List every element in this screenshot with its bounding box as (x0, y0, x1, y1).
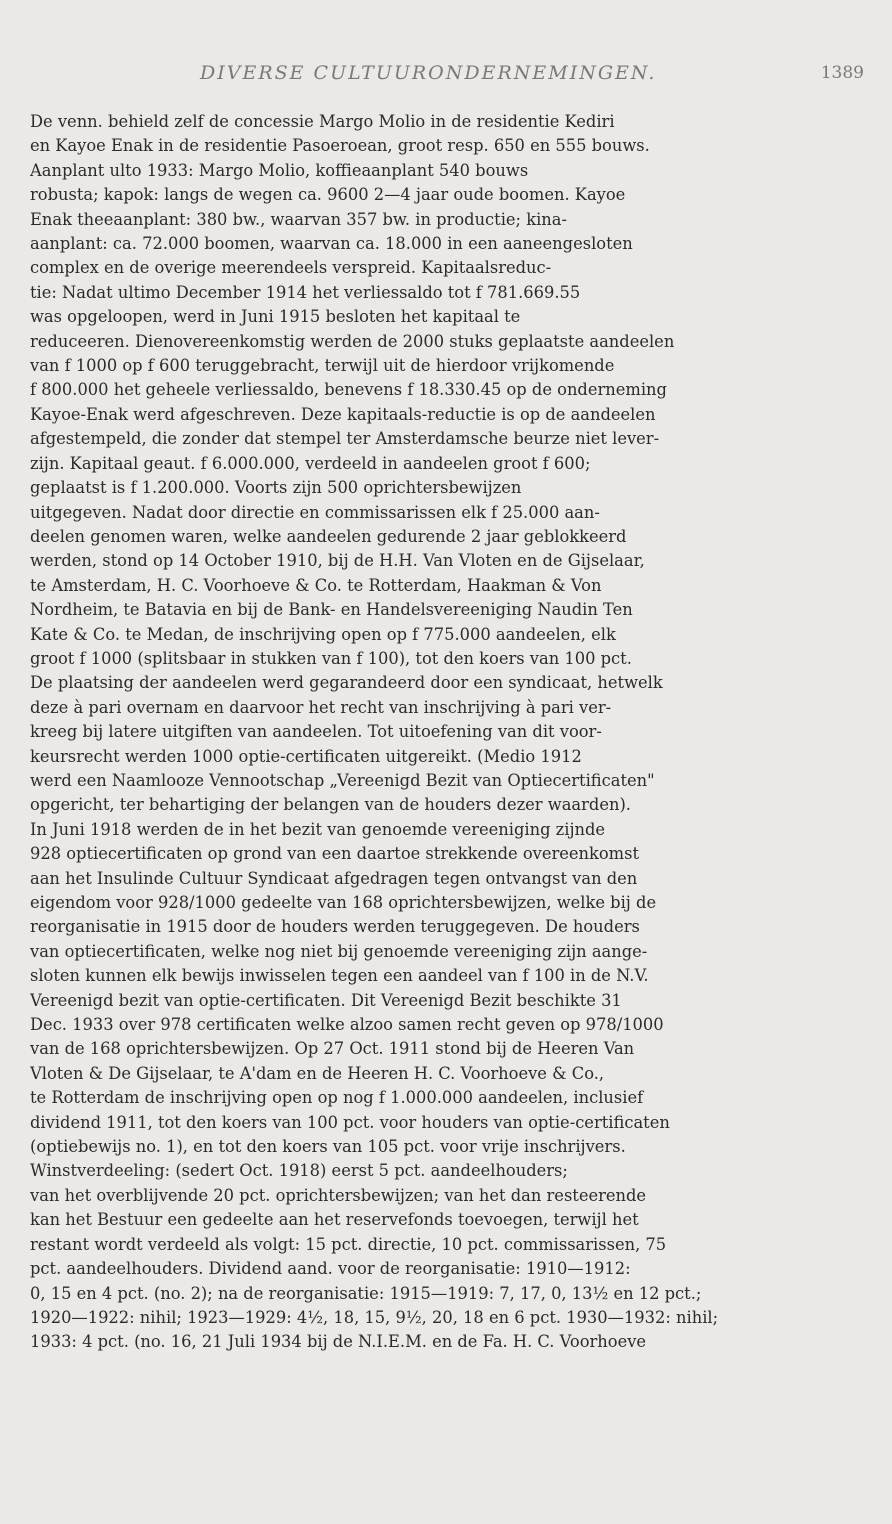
text-line: opgericht, ter behartiging der belangen van de houders dezer waarden). (30, 795, 631, 815)
page-header (0, 62, 892, 88)
text-line: was opgeloopen, werd in Juni 1915 besloten het kapitaal te (30, 307, 521, 327)
text-line: te Amsterdam, H. C. Voorhoeve & Co. te Rotterdam, Haakman & Von (30, 575, 602, 595)
text-line: reduceeren. Dienovereenkomstig werden de 2000 stuks geplaatste aandeelen (30, 331, 675, 351)
text-line: eigendom voor 928/1000 gedeelte van 168 oprichtersbewijzen, welke bij de (30, 893, 657, 912)
text-line: Kate & Co. te Medan, de inschrijving open op f 775.000 aandeelen, elk (30, 624, 616, 644)
text-line: (optiebewijs no. 1), en tot den koers van 105 pct. voor vrije inschrijvers. (30, 1137, 626, 1157)
text-line: 1933: 4 pct. (no. 16, 21 Juli 1934 bij de N.I.E.M. en de Fa. H. C. Voorhoeve (30, 1332, 647, 1352)
text-line: Winstverdeeling: (sedert Oct. 1918) eerst 5 pct. aandeelhouders; (30, 1161, 568, 1181)
text-line: 928 optiecertificaten op grond van een daartoe strekkende overeenkomst (30, 844, 640, 864)
text-line: Kayoe-Enak werd afgeschreven. Deze kapitaals-reductie is op de aandeelen (30, 404, 656, 424)
text-line: kan het Bestuur een gedeelte aan het reservefonds toevoegen, terwijl het (30, 1210, 639, 1230)
text-line: Vereenigd bezit van optie-certificaten. Dit Vereenigd Bezit beschikte 31 (30, 990, 622, 1010)
text-line: complex en de overige meerendeels verspreid. Kapitaalsreduc- (30, 258, 552, 278)
text-line: robusta; kapok: langs de wegen ca. 9600 2—4 jaar oude boomen. Kayoe (30, 185, 626, 205)
text-line: deze à pari overnam en daarvoor het recht van inschrijving à pari ver- (30, 697, 612, 717)
text-line: uitgegeven. Nadat door directie en commissarissen elk f 25.000 aan- (30, 502, 600, 522)
page-number: 1389 (820, 63, 864, 83)
text-line: werd een Naamlooze Vennootschap „Vereenigd Bezit van Optiecertificaten" (30, 770, 655, 790)
text-line: Aanplant ulto 1933: Margo Molio, koffieaanplant 540 bouws (30, 160, 529, 180)
text-line: geplaatst is f 1.200.000. Voorts zijn 500 oprichtersbewijzen (30, 478, 522, 498)
text-line: sloten kunnen elk bewijs inwisselen tegen een aandeel van f 100 in de N.V. (30, 966, 649, 986)
text-line: zijn. Kapitaal geaut. f 6.000.000, verdeeld in aandeelen groot f 600; (30, 453, 591, 473)
text-line: restant wordt verdeeld als volgt: 15 pct. directie, 10 pct. commissarissen, 75 (30, 1234, 667, 1254)
text-line: Vloten & De Gijselaar, te A'dam en de Heeren H. C. Voorhoeve & Co., (30, 1063, 605, 1083)
text-line: van de 168 oprichtersbewijzen. Op 27 Oct. 1911 stond bij de Heeren Van (30, 1039, 635, 1059)
text-line: Nordheim, te Batavia en bij de Bank- en Handelsvereeniging Naudin Ten (30, 600, 633, 620)
text-line: 0, 15 en 4 pct. (no. 2); na de reorganisatie: 1915—1919: 7, 17, 0, 13½ en 12 pct.; (30, 1283, 702, 1303)
text-line: De venn. behield zelf de concessie Margo Molio in de residentie Kediri (30, 112, 615, 131)
text-line: deelen genomen waren, welke aandeelen gedurende 2 jaar geblokkeerd (30, 526, 627, 546)
text-line: 1920—1922: nihil; 1923—1929: 4½, 18, 15, 9½, 20, 18 en 6 pct. 1930—1932: nihil; (30, 1307, 719, 1327)
text-line: van f 1000 op f 600 teruggebracht, terwijl uit de hierdoor vrijkomende (30, 356, 615, 376)
text-line: aan het Insulinde Cultuur Syndicaat afgedragen tegen ontvangst van den (30, 868, 638, 888)
text-line: keursrecht werden 1000 optie-certificaten uitgereikt. (Medio 1912 (30, 746, 582, 766)
running-title: DIVERSE CULTUURONDERNEMINGEN. (200, 62, 657, 84)
text-line: In Juni 1918 werden de in het bezit van genoemde vereeniging zijnde (30, 819, 606, 839)
text-line: werden, stond op 14 October 1910, bij de H.H. Van Vloten en de Gijselaar, (30, 551, 645, 571)
text-line: aanplant: ca. 72.000 boomen, waarvan ca. 18.000 in een aaneengesloten (30, 234, 633, 254)
text-line: afgestempeld, die zonder dat stempel ter Amsterdamsche beurze niet lever- (30, 429, 660, 449)
body-paragraph (30, 110, 866, 1355)
text-line: van het overblijvende 20 pct. oprichtersbewijzen; van het dan resteerende (30, 1185, 647, 1205)
text-line: De plaatsing der aandeelen werd gegarandeerd door een syndicaat, hetwelk (30, 673, 663, 693)
text-line: Dec. 1933 over 978 certificaten welke alzoo samen recht geven op 978/1000 (30, 1015, 664, 1035)
text-line: te Rotterdam de inschrijving open op nog f 1.000.000 aandeelen, inclusief (30, 1088, 644, 1108)
text-line: tie: Nadat ultimo December 1914 het verliessaldo tot f 781.669.55 (30, 282, 581, 302)
text-line: f 800.000 het geheele verliessaldo, benevens f 18.330.45 op de onderneming (30, 380, 667, 400)
text-line: dividend 1911, tot den koers van 100 pct. voor houders van optie-certificaten (30, 1112, 670, 1132)
text-line: Enak theeaanplant: 380 bw., waarvan 357 bw. in productie; kina- (30, 209, 567, 229)
text-line: en Kayoe Enak in de residentie Pasoeroean, groot resp. 650 en 555 bouws. (30, 136, 650, 156)
text-line: van optiecertificaten, welke nog niet bij genoemde vereeniging zijn aange- (30, 941, 648, 961)
text-line: groot f 1000 (splitsbaar in stukken van f 100), tot den koers van 100 pct. (30, 648, 632, 668)
text-line: pct. aandeelhouders. Dividend aand. voor de reorganisatie: 1910—1912: (30, 1259, 631, 1279)
text-line: kreeg bij latere uitgiften van aandeelen. Tot uitoefening van dit voor- (30, 722, 602, 742)
text-line: reorganisatie in 1915 door de houders werden teruggegeven. De houders (30, 917, 640, 937)
